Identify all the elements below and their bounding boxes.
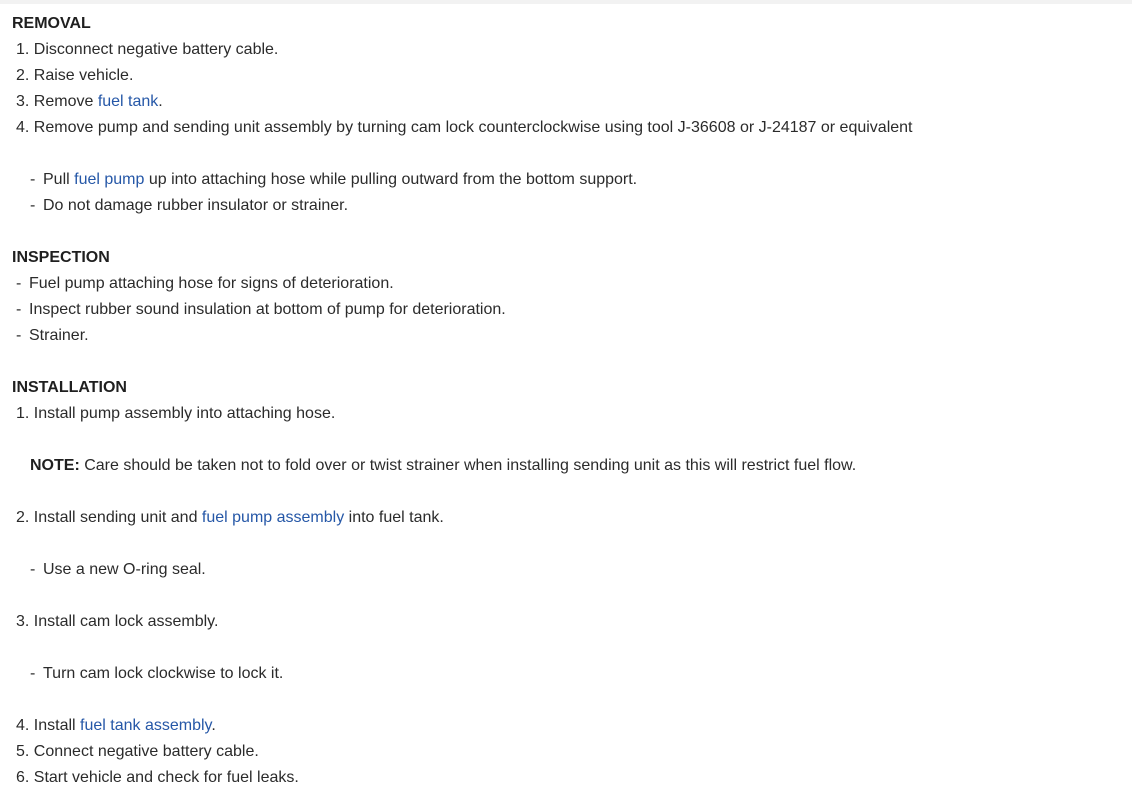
inspection-item-1-text: Fuel pump attaching hose for signs of deterioration. — [29, 275, 394, 292]
dash-bullet: - — [16, 327, 22, 344]
removal-step-4: 4. Remove pump and sending unit assembly by turning cam lock counterclockwise using tool J-36608 or J-24187 or equivalent — [16, 119, 913, 136]
installation-step-3-substep — [12, 661, 1122, 687]
removal-step-3-end: . — [158, 93, 163, 110]
inspection-item-2 — [12, 297, 1122, 323]
removal-step-2: 2. Raise vehicle. — [16, 67, 134, 84]
installation-heading: INSTALLATION — [12, 379, 127, 396]
removal-step-1: 1. Disconnect negative battery cable. — [16, 41, 279, 58]
dash-bullet: - — [16, 301, 22, 318]
installation-step-2-substep-text: Use a new O-ring seal. — [43, 561, 206, 578]
installation-step-5: 5. Connect negative battery cable. — [16, 743, 259, 760]
installation-note — [12, 453, 1122, 479]
removal-substep-1-text: Pull — [43, 171, 75, 188]
installation-step-4-end: . — [211, 717, 216, 734]
fuel-tank-link[interactable]: fuel tank — [97, 93, 159, 110]
removal-substep-1 — [12, 167, 1122, 193]
installation-step-4-text: 4. Install — [16, 717, 81, 734]
dash-bullet: - — [30, 171, 36, 188]
removal-substep-2-text: Do not damage rubber insulator or strainer. — [43, 197, 349, 214]
removal-step-3-text: 3. Remove — [16, 93, 98, 110]
dash-bullet: - — [30, 197, 36, 214]
procedure-document — [12, 11, 1122, 791]
note-label: NOTE: — [30, 457, 80, 474]
installation-step-4 — [12, 713, 1122, 739]
removal-heading: REMOVAL — [12, 15, 91, 32]
inspection-item-2-text: Inspect rubber sound insulation at bottom of pump for deterioration. — [29, 301, 506, 318]
removal-step-3 — [12, 89, 1122, 115]
inspection-heading: INSPECTION — [12, 249, 110, 266]
fuel-pump-link[interactable]: fuel pump — [74, 171, 145, 188]
installation-step-3: 3. Install cam lock assembly. — [16, 613, 219, 630]
removal-substep-1-end: up into attaching hose while pulling outward from the bottom support. — [144, 171, 638, 188]
dash-bullet: - — [30, 561, 36, 578]
removal-substep-2 — [12, 193, 1122, 219]
installation-step-1: 1. Install pump assembly into attaching hose. — [16, 405, 336, 422]
inspection-item-3-text: Strainer. — [29, 327, 89, 344]
installation-step-2-text: 2. Install sending unit and — [16, 509, 202, 526]
installation-step-6: 6. Start vehicle and check for fuel leaks. — [16, 769, 299, 786]
installation-step-2-end: into fuel tank. — [344, 509, 444, 526]
inspection-item-3 — [12, 323, 1122, 349]
fuel-tank-assembly-link[interactable]: fuel tank assembly — [80, 717, 212, 734]
dash-bullet: - — [30, 665, 36, 682]
fuel-pump-assembly-link[interactable]: fuel pump assembly — [201, 509, 345, 526]
installation-step-2-substep — [12, 557, 1122, 583]
inspection-item-1 — [12, 271, 1122, 297]
installation-step-3-substep-text: Turn cam lock clockwise to lock it. — [43, 665, 284, 682]
note-text: Care should be taken not to fold over or twist strainer when installing sending unit as this will restrict fuel flow. — [79, 457, 857, 474]
installation-step-2 — [12, 505, 1122, 531]
dash-bullet: - — [16, 275, 22, 292]
top-border — [0, 0, 1132, 4]
